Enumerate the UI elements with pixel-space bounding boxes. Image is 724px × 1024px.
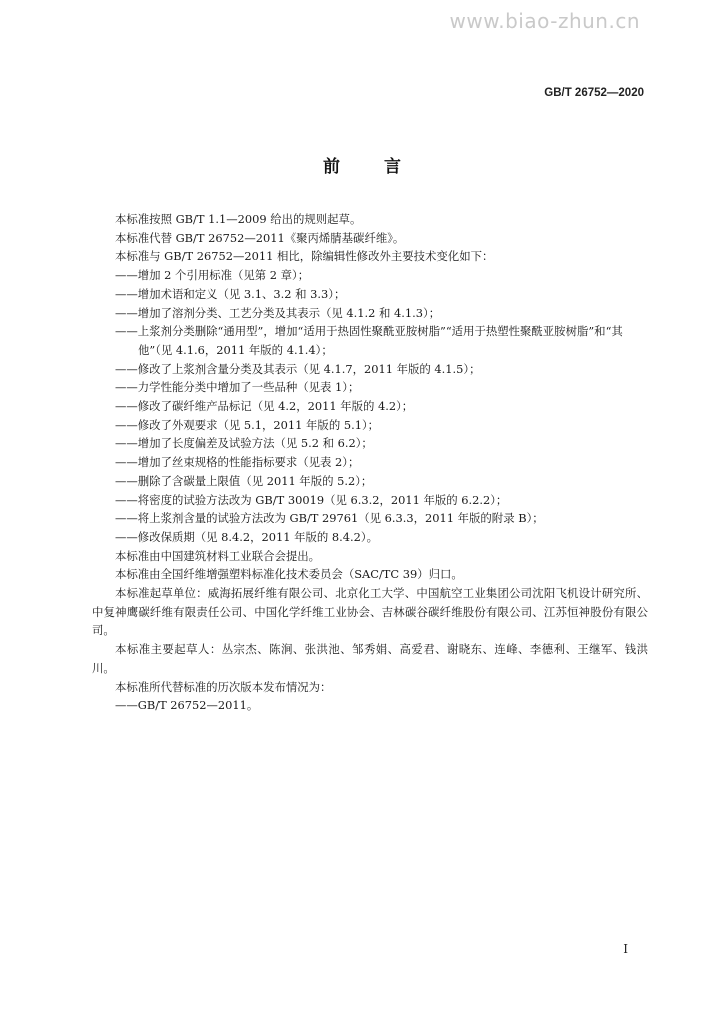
change-item: ——将密度的试验方法改为 GB/T 30019（见 6.3.2，2011 年版的 6.2.2）； bbox=[115, 492, 508, 507]
change-item: ——力学性能分类中增加了一些品种（见表 1）； bbox=[115, 380, 360, 395]
page-number: I bbox=[623, 942, 628, 956]
change-item: ——增加了溶剂分类、工艺分类及其表示（见 4.1.2 和 4.1.3）； bbox=[115, 305, 441, 320]
change-item: ——增加 2 个引用标准（见第 2 章）； bbox=[115, 268, 310, 283]
change-item: ——将上浆剂含量的试验方法改为 GB/T 29761（见 6.3.3，2011 年版的附录 B）； bbox=[115, 511, 544, 526]
change-item: ——上浆剂分类删除“通用型”，增加“适用于热固性聚酰亚胺树脂”“适用于热塑性聚酰亚胺树脂”和“其他”（见 4.1.6，2011 年版的 4.1.4）； bbox=[115, 324, 623, 357]
paragraph-changes-intro: 本标准与 GB/T 26752—2011 相比，除编辑性修改外主要技术变化如下： bbox=[115, 249, 494, 264]
change-item: ——修改了上浆剂含量分类及其表示（见 4.1.7，2011 年版的 4.1.5）； bbox=[115, 361, 481, 376]
watermark: www.biao-zhun.cn bbox=[449, 9, 640, 33]
paragraph-drafting-rules: 本标准按照 GB/T 1.1—2009 给出的规则起草。 bbox=[115, 212, 362, 226]
page-title: 前言 bbox=[323, 157, 445, 177]
change-item: ——修改了碳纤维产品标记（见 4.2，2011 年版的 4.2）； bbox=[115, 399, 414, 414]
change-item: ——修改了外观要求（见 5.1，2011 年版的 5.1）； bbox=[115, 417, 380, 432]
standard-code: GB/T 26752—2020 bbox=[544, 87, 644, 99]
change-item: ——增加了丝束规格的性能指标要求（见表 2）； bbox=[115, 455, 360, 470]
foreword-body bbox=[92, 210, 648, 715]
paragraph-proposed-by: 本标准由中国建筑材料工业联合会提出。 bbox=[115, 548, 321, 563]
change-item: ——删除了含碳量上限值（见 2011 年版的 5.2）； bbox=[115, 473, 373, 488]
paragraph-replaces: 本标准代替 GB/T 26752—2011《聚丙烯腈基碳纤维》。 bbox=[115, 230, 405, 245]
paragraph-centralized-by: 本标准由全国纤维增强塑料标准化技术委员会（SAC/TC 39）归口。 bbox=[115, 567, 463, 582]
paragraph-drafting-units: 本标准起草单位：威海拓展纤维有限公司、北京化工大学、中国航空工业集团公司沈阳飞机设计研究所、中复神鹰碳纤维有限责任公司、中国化学纤维工业协会、吉林碳谷碳纤维股份有限公司、江苏恒神股份有限公司。 bbox=[92, 586, 648, 638]
change-item: ——增加了长度偏差及试验方法（见 5.2 和 6.2）； bbox=[115, 436, 373, 451]
paragraph-history-intro: 本标准所代替标准的历次版本发布情况为： bbox=[115, 679, 332, 694]
change-item: ——增加术语和定义（见 3.1、3.2 和 3.3）； bbox=[115, 286, 346, 301]
change-item: ——修改保质期（见 8.4.2，2011 年版的 8.4.2）。 bbox=[115, 529, 378, 544]
paragraph-main-drafters: 本标准主要起草人：丛宗杰、陈涧、张洪池、邹秀娟、高爱君、谢晓东、连峰、李德利、王继军、钱洪川。 bbox=[92, 642, 648, 675]
history-item: ——GB/T 26752—2011。 bbox=[115, 698, 259, 713]
